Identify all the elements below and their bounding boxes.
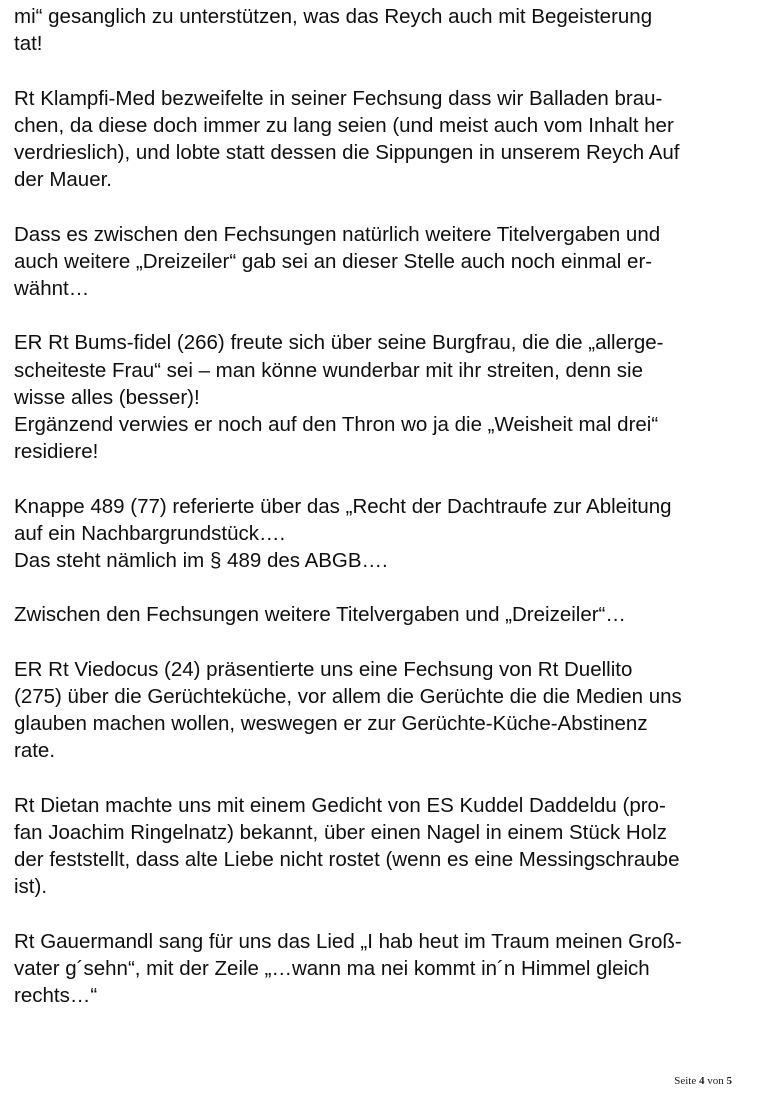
total-page-number: 5 <box>726 1075 732 1087</box>
text-line: Rt Klampfi-Med bezweifelte in seiner Fechsung dass wir Balladen brau- <box>14 86 663 110</box>
text-line: wisse alles (besser)! <box>14 385 200 409</box>
page-label: Seite <box>674 1075 697 1087</box>
text-line: auch weitere „Dreizeiler“ gab sei an dieser Stelle auch noch einmal er- <box>14 249 653 273</box>
paragraph <box>14 85 726 194</box>
paragraph <box>14 493 726 575</box>
text-line: ist). <box>14 875 48 899</box>
text-line: der feststellt, dass alte Liebe nicht rostet (wenn es eine Messingschraube <box>14 848 680 872</box>
text-line: wähnt… <box>14 277 90 300</box>
text-line: Rt Gauermandl sang für uns das Lied „I hab heut im Traum meinen Groß- <box>14 929 682 953</box>
paragraph <box>14 3 726 57</box>
text-line: auf ein Nachbargrundstück…. <box>14 521 286 545</box>
text-line: mi“ gesanglich zu unterstützen, was das Reych auch mit Begeisterung <box>14 5 653 28</box>
text-line: rechts…“ <box>14 984 98 1008</box>
text-line: ER Rt Bums-fidel (266) freute sich über seine Burgfrau, die die „allerge- <box>14 331 664 355</box>
paragraph <box>14 656 726 765</box>
text-line: residiere! <box>14 440 99 464</box>
text-line: chen, da diese doch immer zu lang seien (und meist auch vom Inhalt her <box>14 113 674 137</box>
text-line: Rt Dietan machte uns mit einem Gedicht von ES Kuddel Daddeldu (pro- <box>14 793 666 817</box>
text-line: Das steht nämlich im § 489 des ABGB…. <box>14 549 388 572</box>
text-line: Dass es zwischen den Fechsungen natürlich weitere Titelvergaben und <box>14 222 661 246</box>
text-line: glauben machen wollen, weswegen er zur Gerüchte-Küche-Abstinenz <box>14 712 648 736</box>
paragraph <box>14 928 726 1010</box>
text-line: (275) über die Gerüchteküche, vor allem die Gerüchte die die Medien uns <box>14 684 682 708</box>
text-line: verdrieslich), und lobte statt dessen die Sippungen in unserem Reych Auf <box>14 141 680 164</box>
text-line: ER Rt Viedocus (24) präsentierte uns eine Fechsung von Rt Duellito <box>14 657 633 681</box>
text-line: der Mauer. <box>14 168 112 192</box>
paragraph <box>14 221 726 303</box>
text-line: rate. <box>14 739 56 763</box>
text-line: tat! <box>14 32 43 56</box>
text-line: Zwischen den Fechsungen weitere Titelvergaben und „Dreizeiler“… <box>14 603 626 627</box>
text-line: scheiteste Frau“ sei – man könne wunderbar mit ihr streiten, denn sie <box>14 358 643 382</box>
paragraph <box>14 329 726 465</box>
page-number-footer <box>674 1075 732 1087</box>
paragraph <box>14 601 726 628</box>
text-line: fan Joachim Ringelnatz) bekannt, über einen Nagel in einem Stück Holz <box>14 820 667 844</box>
text-line: vater g´sehn“, mit der Zeile „…wann ma nei kommt in´n Himmel gleich <box>14 956 650 980</box>
document-body <box>14 3 726 1037</box>
current-page-number: 4 <box>699 1075 705 1087</box>
text-line: Knappe 489 (77) referierte über das „Recht der Dachtraufe zur Ableitung <box>14 494 672 518</box>
paragraph <box>14 792 726 901</box>
page-separator: von <box>707 1075 724 1087</box>
text-line: Ergänzend verwies er noch auf den Thron wo ja die „Weisheit mal drei“ <box>14 413 659 436</box>
